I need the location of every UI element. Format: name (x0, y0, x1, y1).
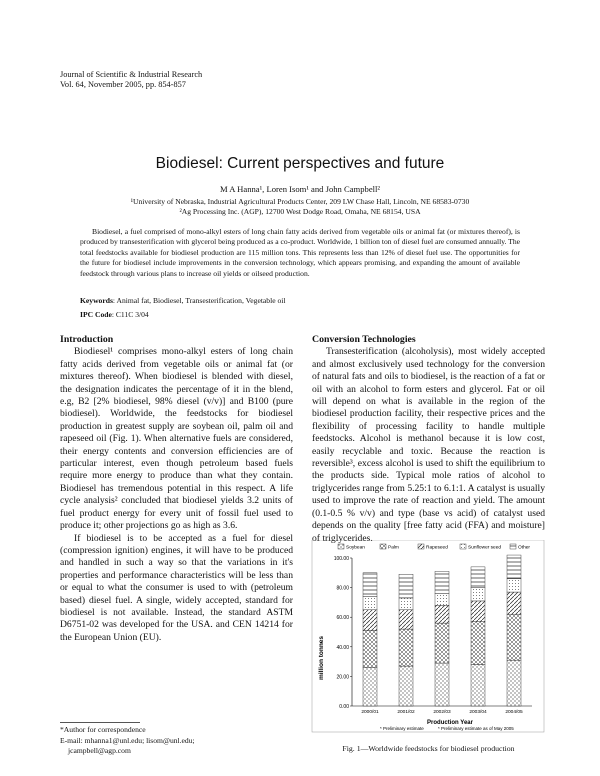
y-tick-label: 40.00 (336, 644, 349, 651)
bar-segment-soybean (471, 665, 485, 706)
legend-swatch (338, 544, 344, 549)
bar-segment-soybean (399, 666, 413, 706)
bar-segment-palm (399, 629, 413, 666)
legend-swatch (460, 544, 466, 549)
bar-segment-sunflower-seed (507, 579, 521, 592)
bar-segment-sunflower-seed (399, 598, 413, 610)
footnote-rule (60, 722, 140, 723)
figure-caption: Fig. 1—Worldwide feedstocks for biodiesel production (342, 744, 515, 753)
bar-segment-rapeseed (435, 605, 449, 623)
keywords (80, 296, 286, 305)
bar-segment-palm (471, 622, 485, 665)
legend-swatch (418, 544, 424, 549)
chart-note-2: * Preliminary estimate as of May 2005 (438, 726, 514, 731)
legend-label: Rapeseed (426, 545, 448, 551)
footnote-author: *Author for correspondence (60, 725, 146, 734)
conversion-paragraph-1: Transesterification (alcoholysis), most widely accepted and almost exclusively used technology for the conversion of natural fats and oils to biodiesel, is the reaction of a fat or oil with an alcohol to form esters and glycerol. Fat or oil will depend on what is available in the region of the biodiesel production facility, their respective prices and the flexibility of processing facility to handle multiple feedstocks. Alcohol is methanol because it is low cost, easily recyclable and toxic. Because the reaction is reversible³, excess alcohol is used to shift the equilibrium to the products side. Typical mole ratios of alcohol to triglycerides range from 5.25:1 to 6.1:1. A catalyst is usually used to improve the rate of reaction and yield. The amount (0.1-0.5 % v/v) and type (base vs acid) of catalyst used depends on the quality [free fatty acid (FFA) and moisture] of triglycerides. (312, 346, 545, 544)
authors: M A Hanna¹, Loren Isom¹ and John Campbell² (219, 184, 380, 194)
x-tick-label: 2000/01 (361, 710, 379, 715)
chart-note-1: * Preliminary estimate (380, 726, 424, 731)
left-column (60, 334, 293, 644)
y-tick-label: 60.00 (336, 615, 349, 622)
ipc-code (80, 310, 149, 319)
bar-segment-rapeseed (399, 610, 413, 629)
bar-segment-other (435, 571, 449, 593)
keywords-text: : Animal fat, Biodiesel, Transesterification, Vegetable oil (112, 296, 286, 305)
intro-heading: Introduction (60, 334, 114, 345)
footnote-email-2: jcampbell@agp.com (68, 746, 131, 755)
y-axis-label: million tonnes (318, 635, 325, 681)
legend-label: Soybean (346, 545, 365, 551)
conversion-heading: Conversion Technologies (312, 334, 416, 345)
bar-segment-sunflower-seed (471, 588, 485, 601)
legend-swatch (380, 544, 386, 549)
intro-paragraph-1: Biodiesel¹ comprises mono-alkyl esters of long chain fatty acids derived from vegetable oils or animal fat (or mixtures thereof). When biodiesel is blended with diesel, the designation indicates the percentage of it in the blend, e.g, B2 [2% biodiesel, 98% diesel (v/v)] and B100 (pure biodiesel). Worldwide, the feedstocks for biodiesel production in greatest supply are soybean oil, palm oil and rapeseed oil (Fig. 1). When alternative fuels are considered, their energy contents and conversion efficiencies are of particular interest, even though petroleum based fuels require more energy to produce than what they contain. Biodiesel has tremendous potential in this respect. A life cycle analysis² concluded that biodiesel yields 3.2 units of fuel product energy for every unit of fossil fuel used to produce it; other projections go as high as 3.6. (60, 346, 293, 532)
journal-name: Journal of Scientific & Industrial Research (60, 70, 203, 79)
intro-paragraph-2: If biodiesel is to be accepted as a fuel for diesel (compression ignition) engines, it will have to be produced and handled in such a way so that the variations in it's properties and performance characteristics will be less than or equal to what the consumer is used to with (petroleum based) diesel fuel. A single, widely accepted, standard for biodiesel is not available. Instead, the standard ASTM D6751-02 was developed for the USA. and CEN 14214 for the European Union (EU). (60, 532, 293, 643)
bar-segment-sunflower-seed (435, 594, 449, 606)
affiliation-1: ¹University of Nebraska, Industrial Agricultural Products Center, 209 LW Chase Hall, Lincoln, NE 68583-0730 (130, 197, 470, 206)
right-column (312, 334, 545, 545)
bar-segment-soybean (507, 660, 521, 706)
legend-label: Other (518, 545, 530, 551)
bar-segment-other (399, 574, 413, 598)
bar-segment-soybean (363, 668, 377, 706)
affiliation-2: ²Ag Processing Inc. (AGP), 12700 West Dodge Road, Omaha, NE 68154, USA (179, 207, 421, 216)
legend-label: Palm (388, 545, 399, 551)
y-tick-label: 20.00 (336, 674, 349, 681)
ipc-label: IPC Code (80, 310, 112, 319)
bar-segment-rapeseed (363, 610, 377, 631)
bar-segment-soybean (435, 663, 449, 706)
bar-segment-other (471, 567, 485, 588)
y-tick-label: 100.00 (333, 556, 349, 562)
x-tick-label: 2004/05 (505, 710, 523, 715)
journal-header (60, 70, 202, 90)
bar-segment-palm (363, 631, 377, 668)
x-tick-label: 2003/04 (469, 710, 487, 715)
y-tick-label: 80.00 (336, 585, 349, 592)
keywords-label: Keywords (80, 296, 113, 305)
ipc-text: : C11C 3/04 (111, 310, 149, 319)
journal-volume: Vol. 64, November 2005, pp. 854-857 (60, 80, 186, 89)
x-tick-label: 2001/02 (397, 710, 415, 715)
bar-segment-other (363, 573, 377, 597)
footnote (60, 725, 195, 757)
bar-segment-palm (507, 614, 521, 660)
chart-legend (338, 544, 530, 551)
x-axis-label: Production Year (427, 720, 473, 726)
bar-segment-other (507, 555, 521, 579)
footnote-email-1: E-mail: mhanna1@unl.edu; lisom@unl.edu; (60, 735, 195, 745)
y-tick-label: 0.00 (339, 704, 349, 710)
x-tick-label: 2002/03 (433, 710, 451, 715)
bar-segment-rapeseed (507, 592, 521, 614)
legend-label: Sunflower seed (468, 545, 502, 551)
feedstock-chart (310, 540, 546, 740)
bar-segment-sunflower-seed (363, 596, 377, 609)
legend-swatch (510, 544, 516, 549)
chart-bars (361, 555, 523, 715)
bar-segment-rapeseed (471, 601, 485, 622)
paper-title: Biodiesel: Current perspectives and future (155, 155, 445, 172)
abstract: Biodiesel, a fuel comprised of mono-alkyl esters of long chain fatty acids derived from vegetable oils or animal fat (or mixtures thereof), is produced by transesterification with glycerol being produced as a co-product. Worldwide, 1 billion ton of diesel fuel are consumed annually. The total feedstocks available for biodiesel production are 115 million tons. This represents less than 12% of diesel fuel use. The opportunities for the future for biodiesel include improvements in the conversion technology, which appears promising, and expanding the amount of available feedstock through various plans to increase oil yields or oilseed production. (80, 227, 520, 278)
bar-segment-palm (435, 623, 449, 663)
